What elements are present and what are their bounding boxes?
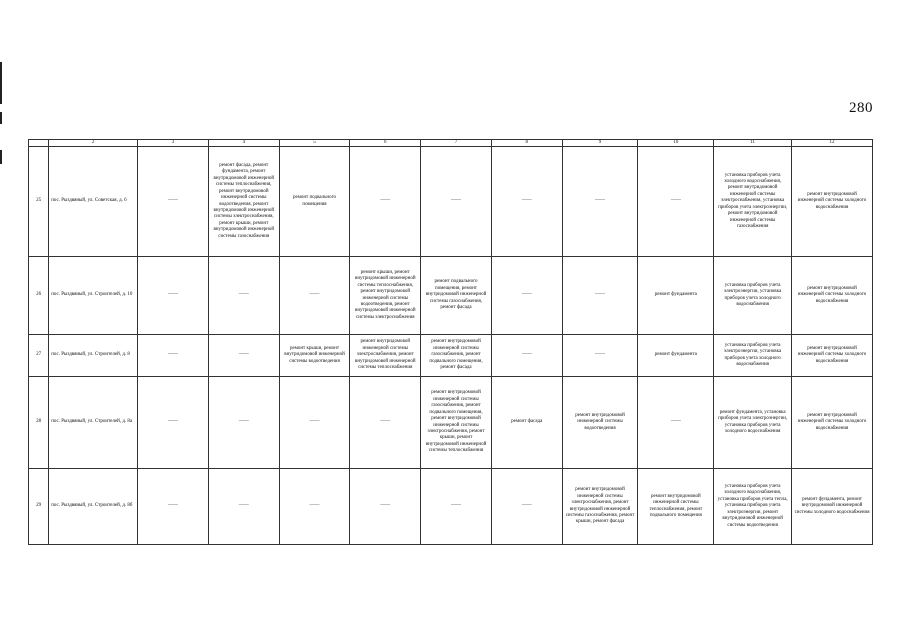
cell-col-9: ——	[562, 147, 638, 257]
column-header: 10	[638, 140, 714, 147]
cell-col-8: ремонт фасада	[491, 377, 562, 469]
cell-col-10: ремонт фундамента	[638, 335, 714, 377]
cell-col-8: ——	[491, 335, 562, 377]
cell-col-4: ——	[208, 469, 279, 545]
row-address: пос. Рыздвяный, ул. Строителей, д. 8а	[49, 377, 138, 469]
table-row	[29, 335, 873, 377]
cell-col-8: ——	[491, 147, 562, 257]
table-row	[29, 469, 873, 545]
column-header: 12	[792, 140, 873, 147]
column-number-header-row	[29, 140, 873, 147]
cell-col-3: ——	[138, 377, 209, 469]
column-header: 11	[714, 140, 792, 147]
column-header	[29, 140, 49, 147]
cell-col-5: ремонт крыши, ремонт внутридомовой инженерной системы водоотведения	[279, 335, 350, 377]
column-header: 6	[350, 140, 421, 147]
table-row	[29, 257, 873, 335]
scan-edge-mark	[0, 112, 2, 124]
cell-col-3: ——	[138, 147, 209, 257]
row-number: 28	[29, 377, 49, 469]
cell-col-6: ——	[350, 377, 421, 469]
cell-col-6: ——	[350, 469, 421, 545]
cell-col-11: ремонт фундамента, установка приборов учета электроэнергии, установка приборов учета холодного водоснабжения	[714, 377, 792, 469]
table-row	[29, 147, 873, 257]
cell-col-7: ——	[421, 469, 492, 545]
column-header: 9	[562, 140, 638, 147]
cell-col-11: установка приборов учета электроэнергии, установка приборов учета холодного водоснабжения	[714, 335, 792, 377]
cell-col-9: ремонт внутридомовой инженерной системы водоотведения	[562, 377, 638, 469]
cell-col-3: ——	[138, 335, 209, 377]
cell-col-4: ——	[208, 377, 279, 469]
cell-col-4: ——	[208, 335, 279, 377]
cell-col-5: ——	[279, 469, 350, 545]
cell-col-7: ремонт внутридомовой инженерной системы газоснабжения, ремонт подвального помещения, ремонт фасада	[421, 335, 492, 377]
cell-col-3: ——	[138, 469, 209, 545]
row-address: пос. Рыздвяный, ул. Строителей, д. 8б	[49, 469, 138, 545]
column-header: 7	[421, 140, 492, 147]
cell-col-12: ремонт внутридомовой инженерной системы холодного водоснабжения	[792, 147, 873, 257]
cell-col-10: ремонт фундамента	[638, 257, 714, 335]
cell-col-4: ремонт фасада, ремонт фундамента, ремонт внутридомовой инженерной системы теплоснабжения, ремонт внутридомовой инженерной системы водоотведения, ремонт внутридомовой инженерной системы электроснабжения, ремонт крыши, ремонт внутридомовой инженерной системы газоснабжения	[208, 147, 279, 257]
row-address: пос. Рыздвяный, ул. Строителей, д. 8	[49, 335, 138, 377]
cell-col-11: установка приборов учета электроэнергии, установка приборов учета холодного водоснабжения	[714, 257, 792, 335]
cell-col-9: ——	[562, 257, 638, 335]
scan-edge-mark	[0, 150, 2, 164]
column-header: 5	[279, 140, 350, 147]
row-number: 26	[29, 257, 49, 335]
row-number: 29	[29, 469, 49, 545]
cell-col-6: ремонт внутридомовой инженерной системы электроснабжения, ремонт внутридомовой инженерной системы теплоснабжения	[350, 335, 421, 377]
cell-col-12: ремонт фундамента, ремонт внутридомовой инженерной системы холодного водоснабжения	[792, 469, 873, 545]
scan-edge-marks	[0, 0, 6, 640]
column-header: 3	[138, 140, 209, 147]
page-number: 280	[849, 100, 873, 116]
row-address: пос. Рыздвяный, ул. Советская, д. 6	[49, 147, 138, 257]
cell-col-10: ремонт внутридомовой инженерной системы теплоснабжения, ремонт подвального помещения	[638, 469, 714, 545]
repair-schedule-table	[28, 139, 873, 545]
row-number: 25	[29, 147, 49, 257]
cell-col-12: ремонт внутридомовой инженерной системы холодного водоснабжения	[792, 377, 873, 469]
cell-col-7: ——	[421, 147, 492, 257]
cell-col-6: ремонт крыши, ремонт внутридомовой инженерной системы теплоснабжения, ремонт внутридомовой инженерной системы водоотведения, ремонт внутридомовой инженерной системы электроснабжения	[350, 257, 421, 335]
table-row	[29, 377, 873, 469]
cell-col-10: ——	[638, 147, 714, 257]
cell-col-7: ремонт внутридомовой инженерной системы газоснабжения, ремонт подвального помещения, ремонт внутридомовой инженерной системы электроснабжения, ремонт крыши, ремонт внутридомовой инженерной системы теплоснабжения	[421, 377, 492, 469]
cell-col-9: ——	[562, 335, 638, 377]
scan-edge-mark	[0, 62, 2, 104]
cell-col-11: установка приборов учета холодного водоснабжения, установка приборов учета тепла, установка приборов учета электроэнергии, ремонт внутридомовой инженерной системы водоотведения	[714, 469, 792, 545]
column-header: 8	[491, 140, 562, 147]
cell-col-8: ——	[491, 469, 562, 545]
cell-col-5: ——	[279, 377, 350, 469]
cell-col-3: ——	[138, 257, 209, 335]
cell-col-7: ремонт подвального помещения, ремонт внутридомовой инженерной системы газоснабжения, ремонт фасада	[421, 257, 492, 335]
cell-col-5: ——	[279, 257, 350, 335]
column-header: 4	[208, 140, 279, 147]
row-address: пос. Рыздвяный, ул. Строителей, д. 10	[49, 257, 138, 335]
cell-col-11: установка приборов учета холодного водоснабжения, ремонт внутридомовой инженерной системы электроснабжения, установка приборов учета электроэнергии, ремонт внутридомовой инженерной системы газоснабжения	[714, 147, 792, 257]
cell-col-4: ——	[208, 257, 279, 335]
cell-col-12: ремонт внутридомовой инженерной системы холодного водоснабжения	[792, 257, 873, 335]
column-header: 2	[49, 140, 138, 147]
row-number: 27	[29, 335, 49, 377]
cell-col-9: ремонт внутридомовой инженерной системы электроснабжения, ремонт внутридомовой инженерной системы газоснабжения, ремонт крыши, ремонт фасада	[562, 469, 638, 545]
cell-col-12: ремонт внутридомовой инженерной системы холодного водоснабжения	[792, 335, 873, 377]
cell-col-6: ——	[350, 147, 421, 257]
cell-col-8: ——	[491, 257, 562, 335]
cell-col-5: ремонт подвального помещения	[279, 147, 350, 257]
cell-col-10: ——	[638, 377, 714, 469]
